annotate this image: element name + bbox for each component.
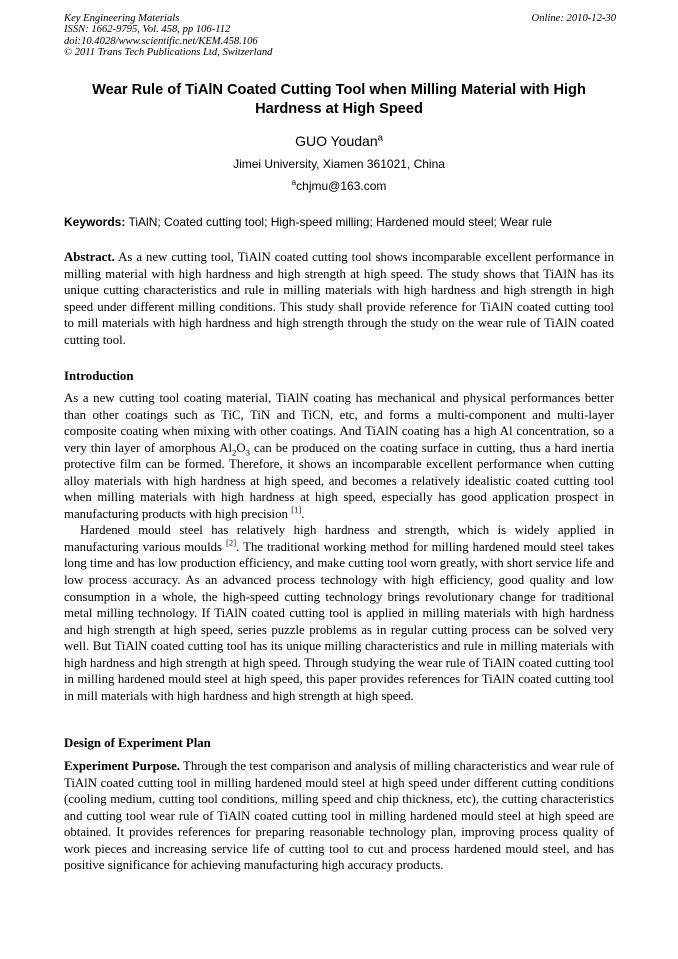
issn-line: ISSN: 1662-9795, Vol. 458, pp 106-112 bbox=[64, 24, 231, 36]
keywords-label: Keywords: bbox=[64, 215, 126, 229]
abstract-section bbox=[64, 249, 614, 348]
email-line bbox=[0, 179, 678, 194]
intro-p1-text-a: As a new cutting tool coating material, TiAlN coating has mechanical and physical performances better than other coatings such as TiC, TiN and TiCN, etc, and forms a multi-component and multi-layer composite coating when mixing with other coatings. And TiAlN coating has a high Al concentration, so a very thin layer of amorphous Al bbox=[64, 391, 614, 455]
paper-title: Wear Rule of TiAlN Coated Cutting Tool when Milling Material with High Hardness at High Speed bbox=[92, 82, 586, 117]
intro-p1-text-mid: O bbox=[236, 440, 246, 455]
experiment-purpose-text: Through the test comparison and analysis of milling characteristics and wear rule of TiAlN coated cutting tool in milling hardened mould steel at high speed under different cutting conditions (cooling medium, cutting tool conditions, milling speed and chip thickness, etc), the cutting characteristics and cutting tool wear rule of TiAlN coated cutting tool in milling hardened mould steel at high speed are obtained. It provides references for preparing reasonable technology plan, improving process quality of work pieces and increasing service life of cutting tool to cut and process hardened mould steel, and has positive significance for achieving manufacturing high accuracy products. bbox=[64, 759, 615, 873]
abstract-label: Abstract. bbox=[64, 250, 115, 264]
abstract-text: As a new cutting tool, TiAlN coated cutting tool shows incomparable excellent performance in milling material with high hardness and high strength at high speed. The study shows that TiAlN has its unique cutting characteristics and rule in milling materials with high hardness and high strength in high speed under different milling conditions. This study shall provide reference for TiAlN coated cutting tool to mill materials with high hardness and high strength through the study on the wear rule of TiAlN coated cutting tool. bbox=[64, 250, 614, 347]
keywords bbox=[64, 215, 624, 230]
online-date: Online: 2010-12-30 bbox=[531, 13, 616, 24]
intro-paragraph-2 bbox=[64, 522, 614, 704]
intro-paragraph-1 bbox=[64, 390, 614, 522]
citation-2: [2] bbox=[226, 537, 237, 548]
author-superscript: a bbox=[377, 132, 383, 144]
design-section bbox=[64, 758, 614, 874]
intro-p1-text-end: . bbox=[301, 506, 305, 521]
o3-subscript: 3 bbox=[245, 447, 250, 458]
introduction-heading: Introduction bbox=[64, 369, 134, 383]
al2-subscript: 2 bbox=[232, 447, 237, 458]
keywords-text: TiAlN; Coated cutting tool; High-speed milling; Hardened mould steel; Wear rule bbox=[125, 215, 553, 229]
citation-1: [1] bbox=[291, 504, 302, 515]
design-heading: Design of Experiment Plan bbox=[64, 736, 211, 750]
journal-header bbox=[64, 13, 616, 58]
abstract-paragraph bbox=[64, 249, 614, 348]
intro-p2-text-a: Hardened mould steel has relatively high hardness and strength, which is widely applied in manufacturing various moulds bbox=[64, 523, 614, 554]
experiment-purpose-label: Experiment Purpose. bbox=[64, 759, 180, 773]
doi-line: doi:10.4028/www.scientific.net/KEM.458.106 bbox=[64, 35, 258, 47]
introduction-section bbox=[64, 390, 614, 704]
email-superscript: a bbox=[291, 178, 297, 187]
author-name: GUO Youdan bbox=[295, 133, 378, 149]
copyright-line: © 2011 Trans Tech Publications Ltd, Switzerland bbox=[64, 46, 273, 58]
journal-name: Key Engineering Materials bbox=[64, 13, 180, 24]
intro-p1-text-b: can be produced on the coating surface in cutting, thus a hard inertia protective film can be formed. Therefore, it shows an incomparable excellent performance when cutting alloy materials with high hardness at high speed, and becomes a relatively idealistic coated cutting tool when milling materials with high hardness at high speed, especially has good application prospect in manufacturing products with high precision bbox=[64, 440, 614, 521]
author-line bbox=[0, 132, 678, 150]
email-address: chjmu@163.com bbox=[296, 179, 387, 193]
experiment-purpose-paragraph bbox=[64, 758, 614, 874]
affiliation: Jimei University, Xiamen 361021, China bbox=[233, 157, 445, 171]
intro-p2-text-b: . The traditional working method for milling hardened mould steel takes long time and has low production efficiency, and make cutting tool worn greatly, with short service life and low process accuracy. As an advanced process technology with high efficiency, good quality and low consumption in a whole, the high-speed cutting technology brings revolutionary change for traditional metal milling technology. If TiAlN coated cutting tool is applied in milling materials with high hardness and high strength at high speed, series puzzle problems as in regular cutting process can be solved very well. But TiAlN coated cutting tool has its unique milling characteristics and rule in milling materials with high hardness and high strength at high speed. Through studying the wear rule of TiAlN coated cutting tool in milling hardened mould steel at high speed, this paper provides references for TiAlN coated cutting tool in mill materials with high hardness and high strength at high speed. bbox=[64, 539, 614, 703]
